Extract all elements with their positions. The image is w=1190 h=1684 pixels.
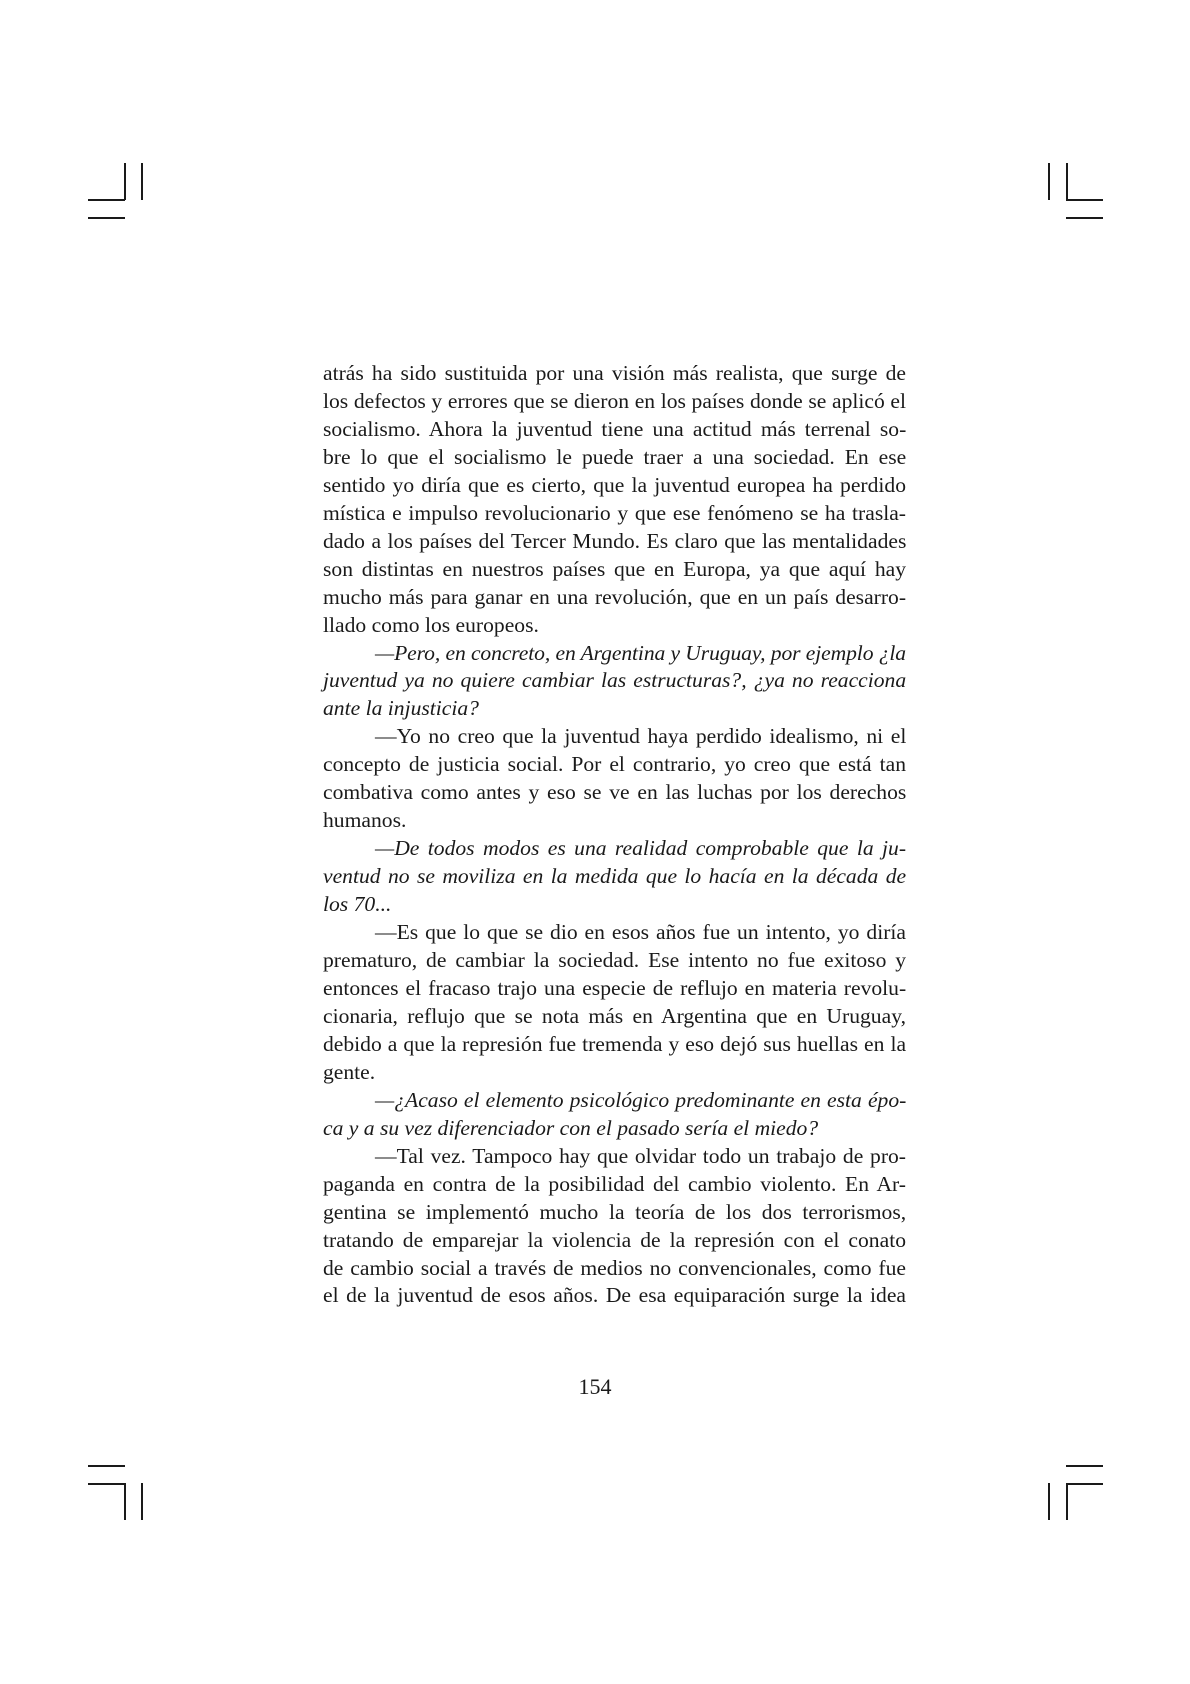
crop-line (1066, 1465, 1103, 1467)
text-line: —Tal vez. Tampoco hay que olvidar todo un trabajo de pro- (375, 1143, 906, 1168)
text-line: tratando de emparejar la violencia de la represión con el conato (323, 1227, 906, 1252)
text-line: paganda en contra de la posibilidad del cambio violento. En Ar- (323, 1171, 906, 1196)
text-line: mística e impulso revolucionario y que ese fenómeno se ha trasla- (323, 500, 906, 525)
text-line: sentido yo diría que es cierto, que la juventud europea ha perdido (323, 472, 906, 497)
text-line: —Es que lo que se dio en esos años fue un intento, yo diría (375, 920, 906, 945)
crop-line (141, 163, 143, 200)
crop-line (124, 1483, 126, 1520)
text-line: los 70... (323, 892, 392, 917)
crop-line (88, 1465, 125, 1467)
crop-line (1066, 1483, 1103, 1485)
text-line: gente. (323, 1059, 376, 1084)
text-line: juventud ya no quiere cambiar las estructuras?, ¿ya no reacciona (323, 668, 907, 693)
crop-line (88, 217, 125, 219)
answer-paragraph (323, 723, 906, 835)
text-line: mucho más para ganar en una revolución, que en un país desarro- (323, 584, 907, 609)
crop-line (1066, 217, 1103, 219)
text-line: ante la injusticia? (323, 696, 479, 721)
answer-paragraph (323, 919, 906, 1087)
text-line: concepto de justicia social. Por el contrario, yo creo que está tan (323, 752, 906, 777)
question-paragraph (323, 640, 906, 724)
text-line: combativa como antes y eso se ve en las luchas por los derechos (323, 780, 907, 805)
text-line: —Yo no creo que la juventud haya perdido idealismo, ni el (375, 724, 907, 749)
text-line: —Pero, en concreto, en Argentina y Uruguay, por ejemplo ¿la (375, 640, 906, 665)
text-line: son distintas en nuestros países que en Europa, ya que aquí hay (323, 556, 906, 581)
crop-line (141, 1483, 143, 1520)
answer-paragraph (323, 360, 906, 640)
body-text (323, 360, 906, 1310)
text-line: llado como los europeos. (323, 612, 539, 637)
text-line: humanos. (323, 808, 407, 833)
text-line: cionaria, reflujo que se nota más en Argentina que en Uruguay, (323, 1003, 906, 1028)
text-line: los defectos y errores que se dieron en los países donde se aplicó el (323, 388, 906, 413)
crop-line (1066, 1483, 1068, 1520)
text-line: ventud no se moviliza en la medida que lo hacía en la década de (323, 864, 907, 889)
question-paragraph (323, 1087, 906, 1143)
question-paragraph (323, 835, 906, 919)
crop-line (1048, 163, 1050, 200)
text-line: entonces el fracaso trajo una especie de reflujo en materia revolu- (323, 975, 907, 1000)
crop-line (88, 1483, 125, 1485)
crop-line (1066, 199, 1103, 201)
text-line: bre lo que el socialismo le puede traer a una sociedad. En ese (323, 444, 907, 469)
crop-line (1066, 163, 1068, 200)
text-line: atrás ha sido sustituida por una visión más realista, que surge de (323, 361, 906, 385)
text-line: socialismo. Ahora la juventud tiene una actitud más terrenal so- (323, 416, 907, 441)
text-line: —¿Acaso el elemento psicológico predominante en esta épo- (375, 1087, 907, 1112)
crop-line (1048, 1483, 1050, 1520)
text-line: el de la juventud de esos años. De esa equiparación surge la idea (323, 1283, 906, 1308)
text-line: de cambio social a través de medios no convencionales, como fue (323, 1255, 906, 1280)
crop-line (88, 199, 125, 201)
text-line: gentina se implementó mucho la teoría de los dos terrorismos, (323, 1199, 907, 1224)
text-line: prematuro, de cambiar la sociedad. Ese intento no fue exitoso y (323, 948, 907, 973)
text-line: dado a los países del Tercer Mundo. Es claro que las mentalidades (323, 528, 907, 553)
crop-line (124, 163, 126, 200)
text-line: debido a que la represión fue tremenda y eso dejó sus huellas en la (323, 1031, 907, 1056)
page-number: 154 (578, 1374, 612, 1399)
text-line: —De todos modos es una realidad comprobable que la ju- (375, 836, 907, 861)
answer-paragraph (323, 1143, 906, 1311)
text-line: ca y a su vez diferenciador con el pasado sería el miedo? (323, 1115, 819, 1140)
